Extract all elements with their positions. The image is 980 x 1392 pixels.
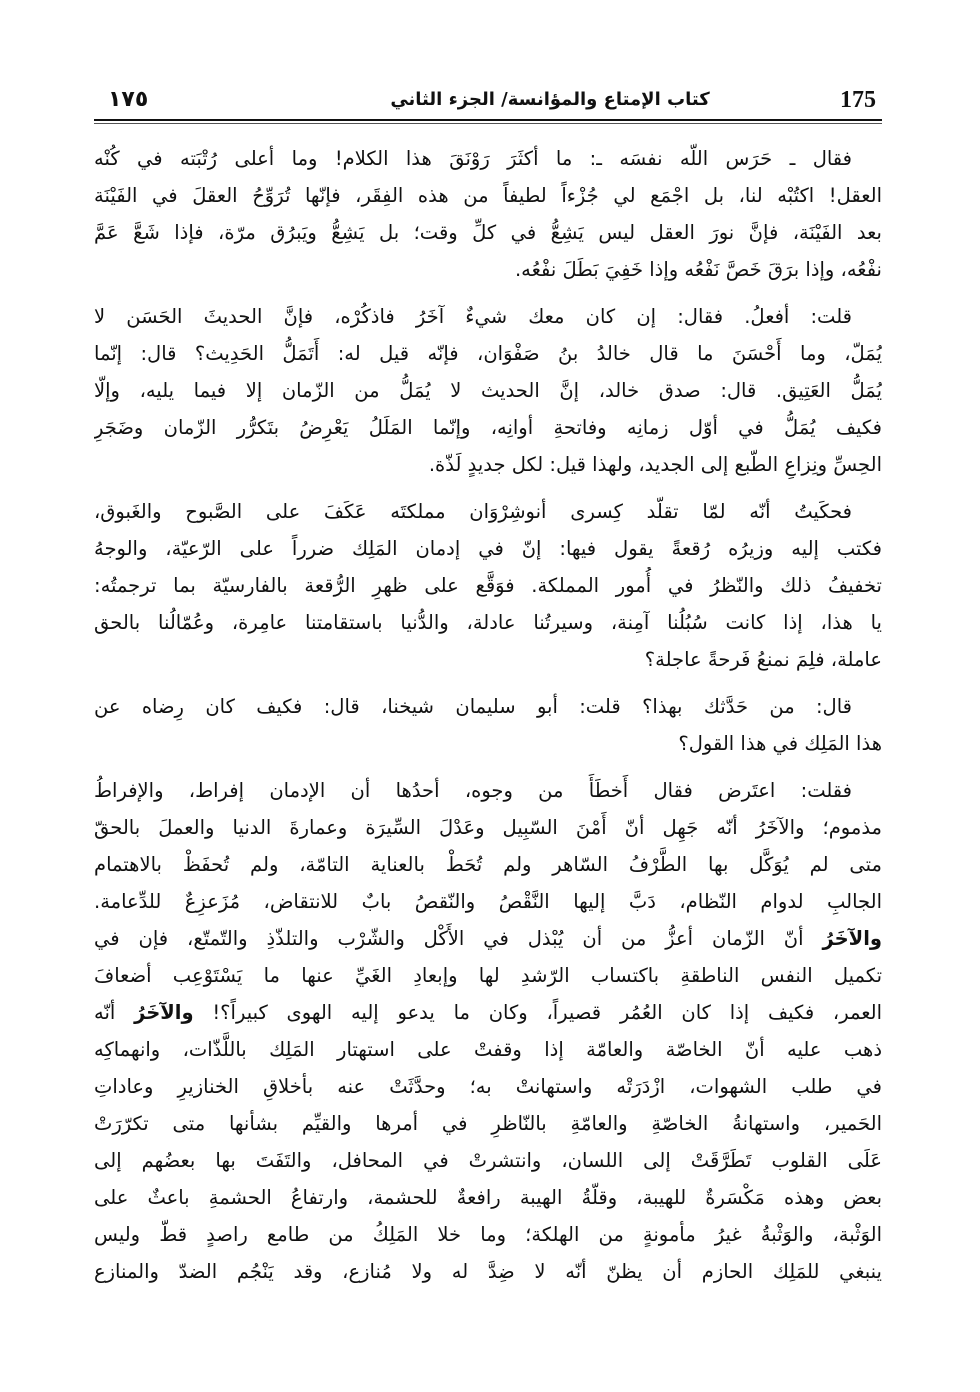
text-line: يُمَلّ، وما أَحْسَنَ ما قال خالدُ بنُ صَفْوَان، فإنّه قيل له: أَتَمَلُّ الحَدِيث؟ قال: إنّما	[94, 342, 882, 365]
text-line: يا هذا، إذا كانت سُبُلُنا آمِنة، وسيرتُنا عادلة، والدُّنيا باستقامتنا عامِرة، وعُمّالُنا بالحق	[94, 611, 882, 634]
text-line: فقال ـ حَرَس اللّه نفسَه ـ: ما أكثَرَ رَوْنَقَ هذا الكلام! وما أعلى رُتْبَته في كُنْه	[94, 147, 852, 170]
paragraph	[94, 140, 882, 288]
page-number-arabic: ١٧٥	[108, 87, 149, 112]
text-line: العقل! اكتُبْه لنا، بل اجْمَع لي جُزْءاً لطيفاً من هذه الفِقَر، فإنّها تُرَوِّحُ العقلَ في الفَيْنَة	[94, 184, 882, 207]
header-rule-thin	[94, 123, 882, 124]
text-line: عاملة، فلِمَ نمنعُ فَرحةً عاجلة؟	[644, 648, 882, 671]
page-body	[94, 140, 882, 1300]
text-line: متى لم يُوَكَّل بها الطَّرْفُ السّاهر ولم تُحَطْ بالعناية التامّة، ولم تُحفَظْ بالاهتمام	[94, 853, 882, 876]
text-segment: أنّه	[94, 1001, 135, 1024]
text-line: تخفيفُ ذلك والنّظرُ في أُمور المملكة. فوَقَّع على ظهرِ الرُّقعة بالفارسيّة بما ترجمتُه:	[94, 574, 882, 597]
text-line: قلت: أفعلُ. فقال: إن كان معك شيءٌ آخَرُ فاذكُرْه، فإنَّ الحديثَ الحَسَن لا	[94, 305, 852, 328]
text-line: هذا المَلِك في هذا القول؟	[678, 732, 882, 755]
bold-text-segment: والآخَرُ	[822, 927, 882, 950]
text-line: فكيف يُمَلُّ في أوّل زمانِه وفاتحةِ أوانِه، وإنّما المَلَلُ يَعْرِضُ بتَكرُّر الزّمان وضَجَرِ	[94, 416, 882, 439]
text-line: ينبغي للمَلِك الحازم أن يظنّ أنّه لا ضِدَّ له ولا مُنازع، وقد يَنْجُم الضدّ والمنازع	[94, 1260, 882, 1283]
text-line: نفْعُه، وإذا برَقَ خَصَّ نَفْعُه وإذا خَفِيَ بَطَلَ نفْعُه.	[514, 258, 882, 281]
text-line: الحَمير، واستهانةُ الخاصّةِ والعامّةِ بالنّاظرِ في أمرها والقيِّم بشأنها متى تكرّرَتْ	[94, 1112, 882, 1135]
text-line	[94, 994, 882, 1031]
text-line: فحكَيتُ أنّه لمّا تقلّد كِسرى أنوشِرْوَان مملكتَه عَكَفَ على الصَّبوح والغَبوق،	[94, 500, 852, 523]
text-line	[94, 920, 882, 957]
text-line: ذهب عليه أنّ الخاصّة والعامّة إذا وقفتْ على استهتار المَلِك باللَّذّات، وانهماكِه	[94, 1038, 882, 1061]
text-line: الجالبِ لدوام النّظام، دَبَّ إليها النَّقْصُ والنّقصُ بابٌ للانتقاض، مُزَعزِعٌ للدِّعامة.	[94, 890, 882, 913]
text-line: بعد الفَيْنَة، فإنَّ نورَ العقل ليس يَشِعُّ في كلِّ وقت؛ بل يَشِعُّ ويَبرُق مرّة، فإذا شَعَّ عَمَّ	[94, 221, 882, 244]
text-segment: أنّ الزّمان أعزُّ من أن يُبْذل في الأَكْل والشّرْب والتلذّذِ والتّمتّع، فإن في	[94, 927, 823, 950]
text-line: فقلت: اعتَرض فقال أَخطَأَ من وجوه، أحدُها أن الإدمان إفراط، والإفراطُ	[94, 779, 852, 802]
running-title: كتاب الإمتاع والمؤانسة/ الجزء الثاني	[390, 89, 710, 110]
bold-text-segment: والآخَرُ	[134, 1001, 194, 1024]
text-line: الوَثْبة، والوَثْبةُ غيرُ مأمونةٍ من الهلكة؛ وما خلا المَلِكُ من طامع راصدٍ قطّ وليس	[94, 1223, 882, 1246]
text-line: بعض وهذه مَكْسَرةٌ للهيبة، وقلّةُ الهيبة رافعةٌ للحشمة، وارتفاعُ الحشمةِ باعثٌ على	[94, 1186, 882, 1209]
text-line: يُمَلُّ العَتِيق. قال: صدق خالد، إنَّ الحديث لا يُمَلُّ من الزّمان إلا فيما يليه، وإلّا	[94, 379, 882, 402]
paragraph	[94, 772, 882, 1290]
paragraph	[94, 493, 882, 678]
page-number: 175	[840, 87, 876, 113]
text-line: مذموم؛ والآخَرُ أنّه جَهِل أنّ أَمْنَ السّبِيل وعَدْلَ السِّيرَة وعمارةَ الدنيا والعملَ بالحقّ	[94, 816, 882, 839]
paragraph	[94, 298, 882, 483]
text-line: فكتب إليه وزيرُه رُقعةً يقول فيها: إنّ في إدمان المَلِك ضرراً على الرّعيّة، والوجهُ	[94, 537, 882, 560]
text-line: الحِسِّ ونِزاعِ الطّبع إلى الجديد، ولهذا قيل: لكل جديدٍ لَذّة.	[428, 453, 882, 476]
text-line: عَلَى القلوب تَطَرَّقَتْ إلى اللسان، وانتشرتْ في المحافل، والتَفَتَ بها بعضُهم إلى	[94, 1149, 882, 1172]
text-line: تكميل النفس الناطقةِ باكتساب الرّشدِ لها وإبعادِ الغَيِّ عنها ما يَسْتَوْعِب أضعافَ	[94, 964, 882, 987]
text-line: في طلب الشهوات، ازْدَرَتْه واستهانتْ به؛ وحدَّثَتْ عنه بأخلاقِ الخنازيرِ وعاداتِ	[94, 1075, 882, 1098]
paragraph	[94, 688, 882, 762]
header-rule	[94, 119, 882, 121]
text-line: قال: من حَدَّثك بهذا؟ قلت: أبو سليمان شيخنا، قال: فكيف كان رِضاه عن	[94, 695, 852, 718]
text-segment: العمر، فكيف إذا كان العُمُر قصيراً، وكان ما يدعو إليه الهوى كبيراً؟!	[193, 1001, 882, 1024]
